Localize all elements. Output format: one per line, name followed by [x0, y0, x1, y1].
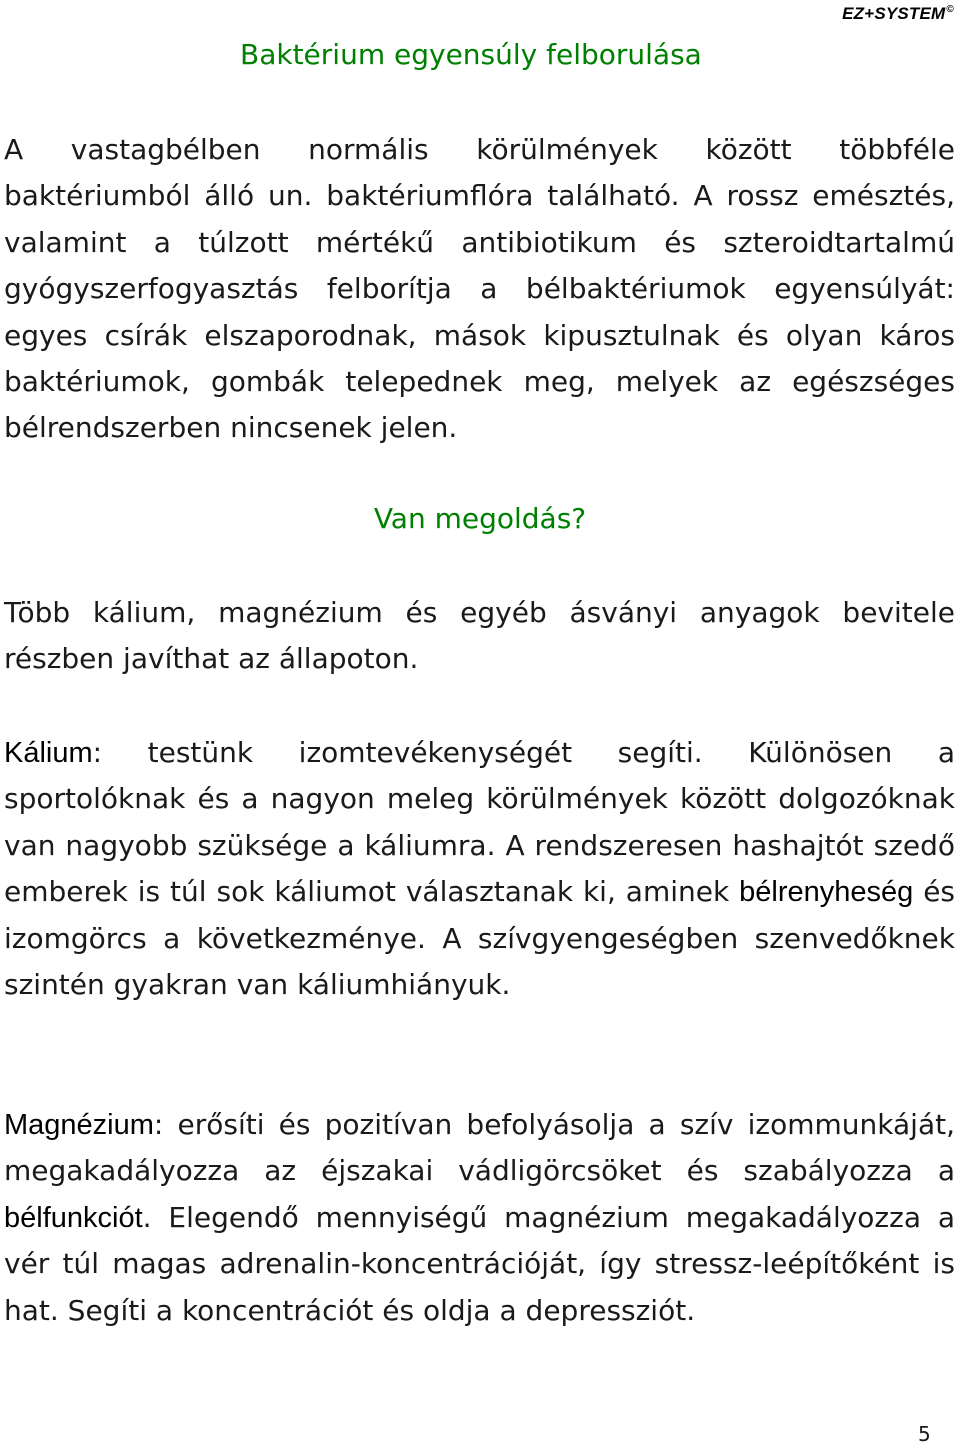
belrenyheseg-link[interactable]: bélrenyheség [739, 876, 914, 909]
intro-paragraph: A vastagbélben normális körülmények között többféle baktériumból álló un. baktériumflóra található. A rossz emésztés, valamint a túlzott mértékű antibiotikum és szteroidtartalmú gyógyszerfogyasztás felborítja a bélbaktériumok egyensúlyát: egyes csírák elszaporodnak, mások kipusztulnak és olyan káros baktériumok, gombák telepednek meg, melyek az egészséges bélrendszerben nincsenek jelen. [4, 133, 955, 445]
brand-text: EZ+SYSTEM [842, 4, 946, 23]
magnezium-paragraph [4, 1102, 955, 1334]
kalium-paragraph [4, 730, 955, 1008]
solution-paragraph: Több kálium, magnézium és egyéb ásványi anyagok bevitele részben javíthat az állapoton. [4, 596, 955, 676]
page-number: 5 [918, 1422, 931, 1446]
magnezium-text-2: . Elegendő mennyiségű magnézium megakadályozza a vér túl magas adrenalin-koncentrációját, így stressz-leépítőként is hat. Segíti a koncentrációt és oldja a depressziót. [4, 1200, 955, 1327]
section-subtitle: Van megoldás? [373, 502, 587, 535]
magnezium-term: Magnézium [4, 1109, 154, 1141]
magnezium-text-1: : erősíti és pozitívan befolyásolja a szív izommunkáját, megakadályozza az éjszakai vádligörcsöket és szabályozza a [4, 1108, 955, 1188]
kalium-text-2: és izomgörcs a következménye. A szívgyengeségben szenvedőknek szintén gyakran van káliumhiányuk. [4, 875, 956, 1002]
brand-logo [842, 4, 954, 24]
copyright-mark: © [946, 4, 954, 16]
page-title: Baktérium egyensúly felborulása [240, 38, 702, 71]
belfunkciot-link[interactable]: bélfunkciót [4, 1201, 143, 1234]
kalium-term: Kálium [4, 737, 93, 769]
kalium-text-1: : testünk izomtevékenységét segíti. Különösen a sportolóknak és a nagyon meleg körülmények között dolgozóknak van nagyobb szüksége a káliumra. A rendszeresen hashajtót szedő emberek is túl sok káliumot választanak ki, aminek [4, 736, 955, 909]
